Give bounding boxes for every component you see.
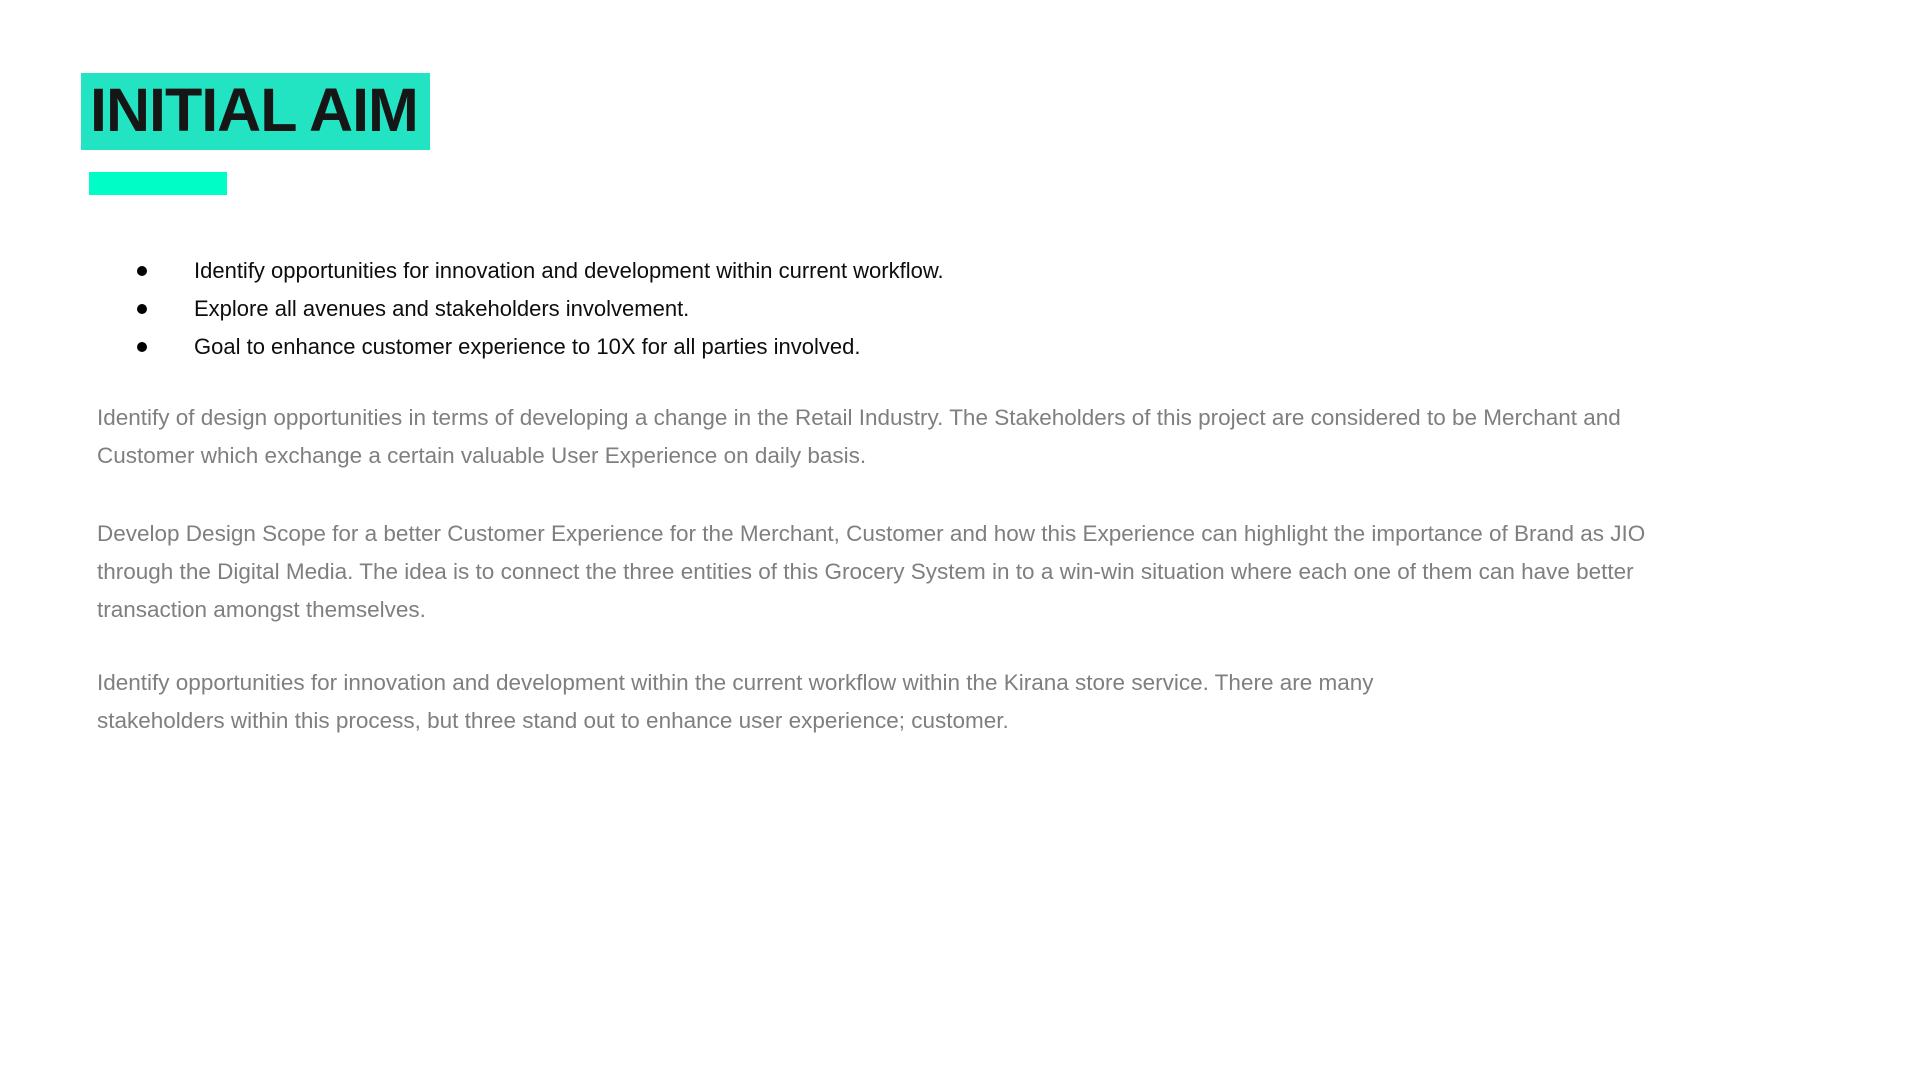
paragraph-kirana-store — [97, 664, 1857, 740]
bullet-list — [137, 252, 944, 366]
paragraph-retail-industry — [97, 399, 1857, 475]
accent-bar — [89, 172, 227, 195]
page-title-text: INITIAL AIM — [90, 75, 418, 144]
list-item — [137, 290, 944, 328]
bullet-text: Goal to enhance customer experience to 10X for all parties involved. — [194, 334, 861, 359]
bullet-text: Identify opportunities for innovation and development within current workflow. — [194, 258, 944, 283]
list-item — [137, 328, 944, 366]
bullet-text: Explore all avenues and stakeholders involvement. — [194, 296, 690, 321]
paragraph-line: Customer which exchange a certain valuable User Experience on daily basis. — [97, 443, 867, 468]
paragraph-line: transaction amongst themselves. — [97, 597, 426, 622]
paragraph-design-scope — [97, 515, 1857, 629]
paragraph-line: Develop Design Scope for a better Customer Experience for the Merchant, Customer and how this Experience can highlight the importance of Brand as JIO — [97, 521, 1646, 546]
paragraph-line: Identify of design opportunities in terms of developing a change in the Retail Industry. The Stakeholders of this project are considered to be Merchant and — [97, 405, 1621, 430]
paragraph-line: stakeholders within this process, but three stand out to enhance user experience; customer. — [97, 708, 1009, 733]
paragraph-line: through the Digital Media. The idea is to connect the three entities of this Grocery System in to a win-win situation where each one of them can have better — [97, 559, 1634, 584]
page-title — [81, 73, 430, 150]
paragraph-line: Identify opportunities for innovation and development within the current workflow within the Kirana store service. There are many — [97, 670, 1374, 695]
list-item — [137, 252, 944, 290]
